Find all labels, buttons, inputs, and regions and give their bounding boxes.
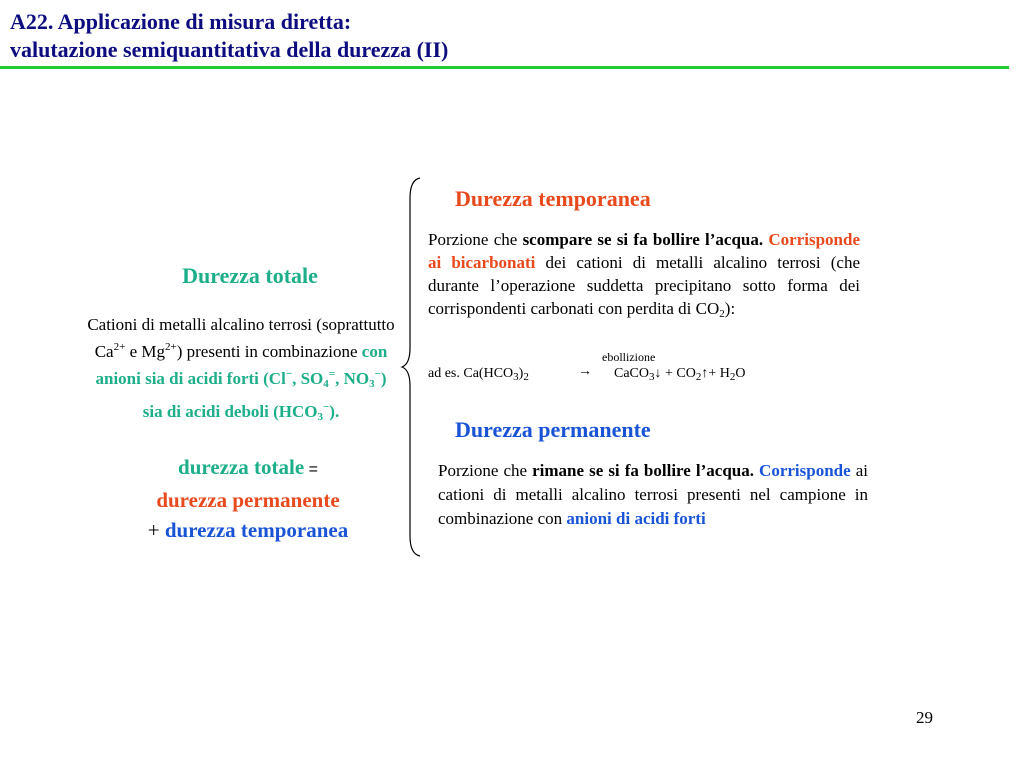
ca-charge: 2+ — [113, 341, 126, 353]
equation-total: durezza totale — [178, 455, 305, 479]
page-number: 29 — [916, 708, 933, 727]
gas-arrow-icon: ↑ — [701, 366, 709, 381]
temp-text-1: Porzione che — [428, 230, 523, 249]
temp-text-3: ): — [724, 299, 736, 318]
reaction-hco3-subscript: 3 — [513, 371, 519, 383]
hco3-charge: − — [323, 401, 330, 413]
reaction-equation — [428, 350, 868, 390]
anions-text-3: , NO — [335, 369, 370, 388]
equation-equals: = — [304, 461, 318, 478]
so4-charge: = — [328, 368, 336, 380]
reaction-caco3-subscript: 3 — [649, 371, 655, 383]
equation-temporary: durezza temporanea — [164, 518, 349, 542]
perm-text-1: Porzione che — [438, 461, 533, 480]
anions-text-5: ). — [329, 402, 340, 421]
desc-text-2: e Mg — [125, 342, 165, 361]
hco3-subscript: 3 — [317, 411, 324, 423]
reaction-condition: ebollizione — [602, 350, 656, 364]
perm-bold: rimane se si fa bollire l’acqua. — [532, 461, 754, 480]
permanent-hardness-heading: Durezza permanente — [455, 417, 651, 442]
reaction-products — [614, 366, 745, 383]
reaction-reactants — [428, 366, 529, 383]
temp-text-2: dei cationi di metalli alcalino terrosi (che durante l’operazione suddetta precipitano sotto forma dei corrispondenti carbonati con perdita di CO — [428, 253, 860, 318]
no3-charge: − — [374, 368, 381, 380]
anions-text-1: con anioni sia di acidi forti (Cl — [95, 342, 388, 388]
temp-bicarbonates-highlight: Corrisponde ai bicarbonati — [428, 230, 860, 272]
reaction-prefix: ad es. Ca(HCO — [428, 366, 514, 381]
perm-text-2: ai cationi di metalli alcalino terrosi presenti nel campione in combinazione con — [438, 461, 868, 528]
equation-plus: + — [147, 518, 165, 542]
temp-bold: scompare se si fa bollire l’acqua. — [522, 230, 764, 249]
permanent-hardness-description — [438, 459, 868, 531]
equation-line-3 — [86, 515, 410, 545]
slide-title-line1: A22. Applicazione di misura diretta: — [10, 9, 352, 34]
perm-corrisponde-highlight: Corrisponde — [759, 461, 851, 480]
hardness-equation — [86, 452, 410, 545]
curly-brace — [400, 176, 424, 558]
perm-strong-acids-highlight: anioni di acidi forti — [566, 509, 706, 528]
reaction-oxygen: O — [735, 366, 746, 381]
so4-subscript: 4 — [323, 378, 329, 390]
temporary-hardness-heading: Durezza temporanea — [455, 186, 651, 211]
anions-text-2: , SO — [292, 369, 324, 388]
no3-subscript: 3 — [369, 378, 375, 390]
desc-text-1: Cationi di metalli alcalino terrosi (soprattutto Ca — [87, 315, 395, 361]
slide-title — [10, 8, 448, 64]
reaction-h2o-subscript: 2 — [729, 371, 736, 383]
temporary-hardness-description — [428, 228, 860, 326]
reaction-lhs-subscript: 2 — [523, 371, 529, 383]
slide-title-line2: valutazione semiquantitativa della durezza (II) — [10, 37, 449, 62]
mg-charge: 2+ — [165, 341, 177, 353]
anions-text-4: ) sia di acidi deboli (HCO — [142, 369, 387, 421]
cl-charge: − — [285, 368, 293, 380]
reaction-close-paren: ) — [518, 366, 524, 381]
reaction-h2o: + H — [708, 366, 730, 381]
temp-co2-subscript: 2 — [719, 308, 725, 320]
reaction-co2-subscript: 2 — [695, 371, 702, 383]
equation-line-1 — [86, 452, 410, 485]
reaction-caco3: CaCO — [614, 366, 649, 381]
title-divider — [0, 66, 1009, 69]
desc-text-3: ) presenti in combinazione — [176, 342, 362, 361]
equation-permanent: durezza permanente — [156, 488, 340, 512]
total-hardness-description — [86, 313, 396, 429]
reaction-co2: + CO — [661, 366, 696, 381]
precipitate-arrow-icon: ↓ — [654, 366, 662, 381]
total-hardness-heading: Durezza totale — [182, 263, 318, 288]
reaction-arrow-icon: → — [578, 364, 592, 379]
